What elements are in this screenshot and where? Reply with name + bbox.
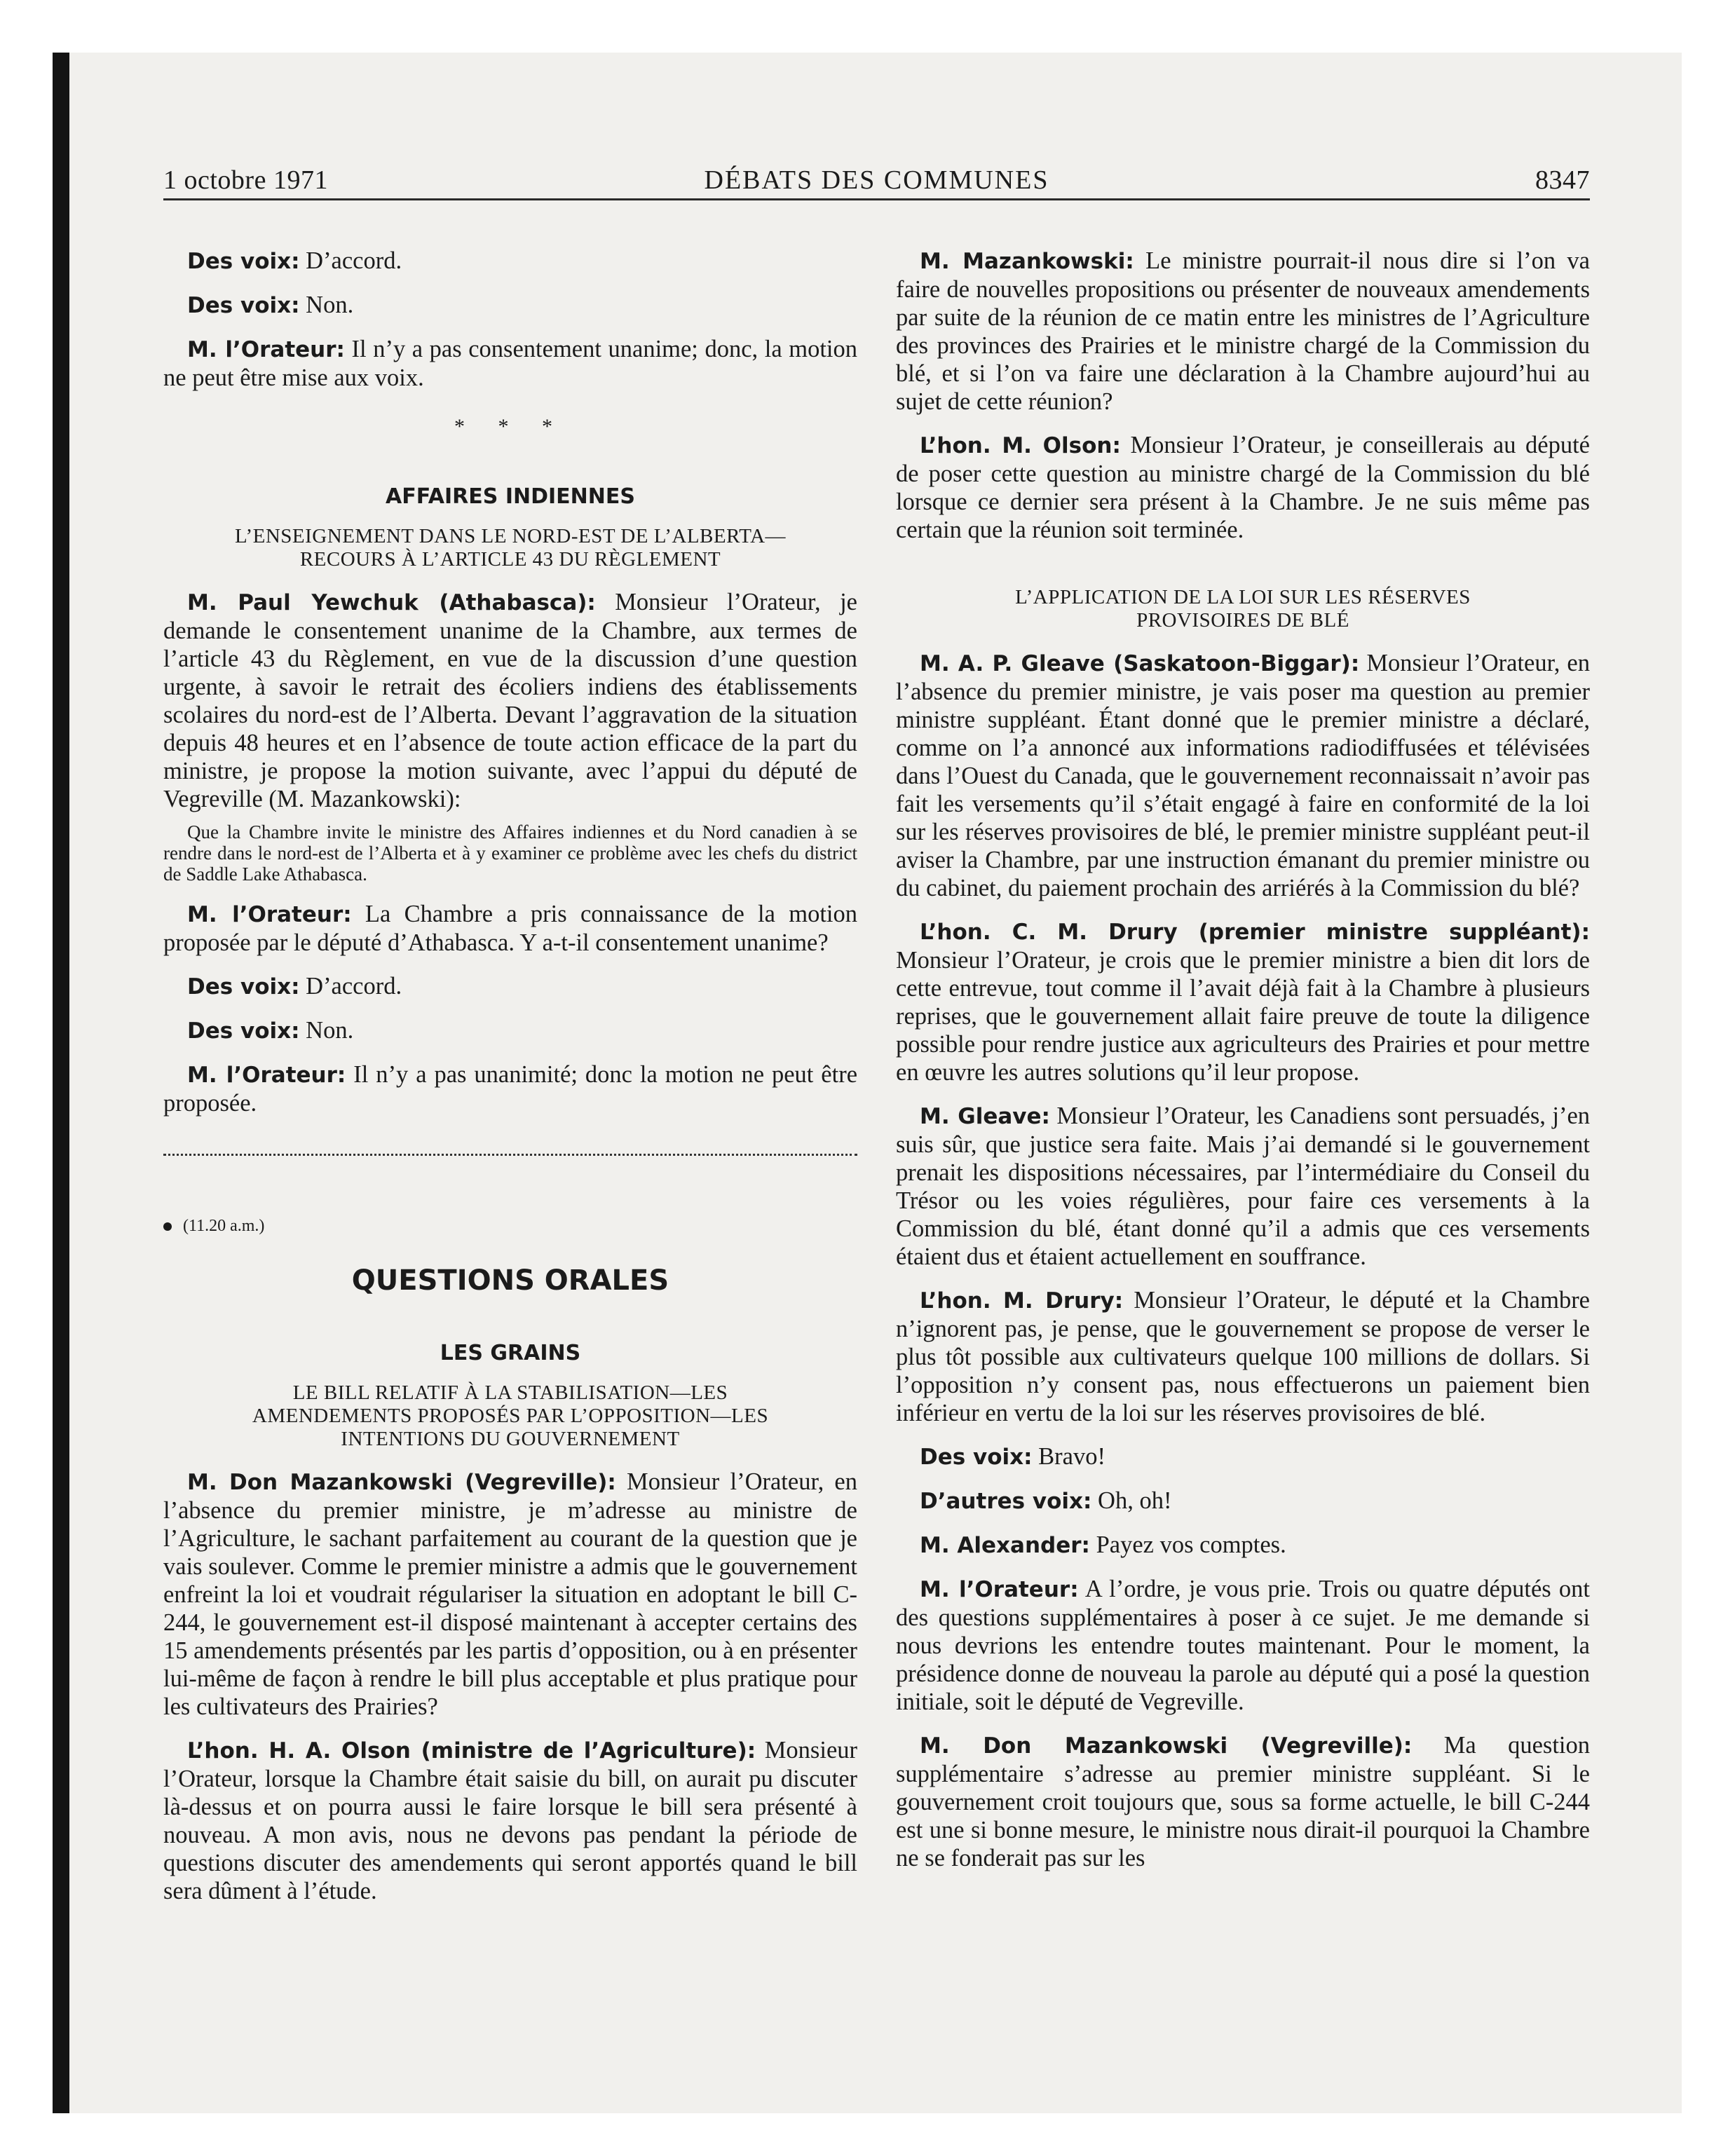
- paragraph: [163, 1736, 857, 1905]
- speech-text: Le ministre pourrait-il nous dire si l’on va faire de nouvelles propositions ou présenter de nouveaux amendements par suite de la réunion de ce matin entre les ministres de l’Agriculture des provinces des Prairies et le ministre chargé de la Commission du blé, et si l’on va faire une déclaration à la Chambre aujourd’hui au sujet de cette réunion?: [896, 247, 1590, 415]
- paragraph: [163, 1060, 857, 1117]
- dotted-rule: [163, 1154, 857, 1156]
- speech-text: Monsieur l’Orateur, je conseillerais au député de poser cette question au ministre chargé de la Commission du blé lorsque ce dernier sera présent à la Chambre. Je ne suis même pas certain que la réunion soit terminée.: [896, 432, 1590, 543]
- subsection-line: AMENDEMENTS PROPOSÉS PAR L’OPPOSITION—LES: [252, 1405, 769, 1427]
- paragraph: [163, 588, 857, 813]
- speech-text: D’accord.: [299, 247, 402, 274]
- speech-text: Payez vos comptes.: [1089, 1531, 1286, 1558]
- speaker-name: Des voix:: [187, 293, 300, 318]
- speaker-name: M. A. P. Gleave (Saskatoon-Biggar):: [920, 651, 1360, 676]
- paragraph: [896, 1442, 1590, 1471]
- paragraph: [896, 917, 1590, 1086]
- subsection-line: L’APPLICATION DE LA LOI SUR LES RÉSERVES: [1015, 586, 1471, 608]
- paragraph: [163, 291, 857, 320]
- header-rule: [163, 198, 1590, 200]
- speaker-name: Des voix:: [187, 249, 300, 274]
- paragraph: [163, 900, 857, 957]
- paragraph: [896, 431, 1590, 544]
- speaker-name: M. Don Mazankowski (Vegreville):: [920, 1733, 1413, 1759]
- paragraph: [896, 1531, 1590, 1560]
- speaker-name: Des voix:: [187, 1018, 300, 1044]
- speaker-name: L’hon. C. M. Drury (premier ministre suppléant):: [920, 920, 1590, 945]
- speech-text: Il n’y a pas unanimité; donc la motion ne peut être proposée.: [163, 1061, 858, 1117]
- header-page-number: 8347: [1535, 165, 1590, 195]
- speech-text: Monsieur l’Orateur, je demande le consentement unanime de la Chambre, aux termes de l’article 43 du Règlement, en vue de la discussion d’une question urgente, à savoir le retrait des écoliers indiens des établissements scolaires du nord-est de l’Alberta. Devant l’aggravation de la situation depuis 48 heures et en l’absence de toute action efficace de la part du ministre, je propose la motion suivante, avec l’appui du député de Vegreville (M. Mazankowski):: [163, 589, 857, 812]
- speech-text: Monsieur l’Orateur, en l’absence du premier ministre, je vais poser ma question au premier ministre suppléant. Étant donné que le premier ministre a déclaré, comme on l’a annoncé aux informations radiodiffusées et télévisées dans l’Ouest du Canada, que le gouvernement reconnaissait n’avoir pas fait les versements qu’il s’était engagé à faire en conformité de la loi sur les réserves provisoires de blé, le premier ministre suppléant peut-il aviser la Chambre, par une instruction émanant du premier ministre ou du cabinet, du paiement prochain des arriérés à la Commission du blé?: [896, 650, 1590, 901]
- motion-quote: Que la Chambre invite le ministre des Affaires indiennes et du Nord canadien à se rendre dans le nord-est de l’Alberta et à y examiner ce problème avec les chefs du district de Saddle Lake Athabasca.: [163, 821, 857, 885]
- paragraph: [896, 1286, 1590, 1427]
- speech-text: Monsieur l’Orateur, je crois que le premier ministre a bien dit lors de cette entrevue, tout comme il l’avait déjà fait à la Chambre à plusieurs reprises, que le gouvernement allait faire preuve de toute la diligence possible pour rendre justice aux agriculteurs des Prairies et pour mettre en œuvre les autres solutions qu’il leur propose.: [896, 947, 1590, 1086]
- paragraph: [896, 1575, 1590, 1716]
- paragraph: [163, 1468, 857, 1721]
- page-header: [163, 165, 1590, 197]
- speech-text: Oh, oh!: [1091, 1487, 1172, 1514]
- subsection-line: PROVISOIRES DE BLÉ: [1136, 609, 1349, 632]
- scan-binding-edge: [53, 53, 69, 2113]
- section-heading: LES GRAINS: [440, 1341, 581, 1365]
- speaker-name: L’hon. M. Drury:: [920, 1288, 1124, 1314]
- speaker-name: Des voix:: [920, 1445, 1033, 1470]
- speech-text: Monsieur l’Orateur, en l’absence du premier ministre, je m’adresse au ministre de l’Agriculture, le sachant parfaitement au courant de la question que je vais soulever. Comme le premier ministre a admis que le gouvernement enfreint la loi et voudrait régulariser la situation en adoptant le bill C-244, le gouvernement est-il disposé maintenant à accepter certains des 15 amendements présentés par les partis d’opposition, ou à en présenter lui-même de façon à rendre le bill plus acceptable et plus pratique pour les cultivateurs des Prairies?: [163, 1468, 857, 1720]
- speech-text: Monsieur l’Orateur, les Canadiens sont persuadés, j’en suis sûr, que justice sera faite. Mais j’ai demandé si le gouvernement prenait les dispositions nécessaires, par l’intermédiaire du Conseil du Trésor ou les voies régulières, pour faire ces versements à la Commission du blé, étant donné qu’il a admis que ces versements étaient dus et étaient actuellement en souffrance.: [896, 1103, 1591, 1270]
- speech-text: D’accord.: [299, 973, 402, 999]
- subsection-line: RECOURS À L’ARTICLE 43 DU RÈGLEMENT: [299, 548, 721, 571]
- timestamp: [163, 1212, 857, 1240]
- major-section-heading: QUESTIONS ORALES: [351, 1264, 669, 1297]
- left-column: [163, 247, 857, 1920]
- paragraph: [163, 247, 857, 275]
- paragraph: [896, 1487, 1590, 1515]
- speech-text: Ma question supplémentaire s’adresse au premier ministre suppléant. Si le gouvernement croit toujours que, sous sa forme actuelle, le bill C-244 est une si bonne mesure, le ministre nous dirait-il pourquoi la Chambre ne se fonderait pas sur les: [896, 1732, 1591, 1871]
- speech-text: Monsieur l’Orateur, lorsque la Chambre était saisie du bill, on aurait pu discuter là-dessus et on pourra aussi le faire lorsque le bill sera présenté à nouveau. A mon avis, nous ne devons pas pendant la période de questions discuter des amendements qui seront apportés quand le bill sera dûment à l’étude.: [163, 1737, 857, 1904]
- speaker-name: M. Paul Yewchuk (Athabasca):: [187, 590, 596, 615]
- speech-text: Il n’y a pas consentement unanime; donc, la motion ne peut être mise aux voix.: [163, 336, 857, 391]
- speaker-name: M. l’Orateur:: [187, 1063, 346, 1088]
- paragraph: [163, 1016, 857, 1045]
- speech-text: La Chambre a pris connaissance de la motion proposée par le député d’Athabasca. Y a-t-il consentement unanime?: [163, 901, 857, 956]
- paragraph: [896, 1102, 1590, 1271]
- subsection-line: INTENTIONS DU GOUVERNEMENT: [341, 1428, 680, 1450]
- speech-text: Bravo!: [1032, 1443, 1105, 1470]
- speaker-name: L’hon. M. Olson:: [920, 433, 1121, 458]
- paragraph: [896, 649, 1590, 902]
- subsection-heading: [896, 586, 1590, 632]
- right-column: [896, 247, 1590, 1888]
- subsection-heading: [163, 525, 857, 571]
- subsection-line: L’ENSEIGNEMENT DANS LE NORD-EST DE L’ALBERTA—: [234, 525, 787, 547]
- speaker-name: M. l’Orateur:: [920, 1577, 1079, 1602]
- speaker-name: M. Mazankowski:: [920, 249, 1134, 274]
- timestamp-text: (11.20 a.m.): [183, 1217, 265, 1235]
- speaker-name: L’hon. H. A. Olson (ministre de l’Agriculture):: [187, 1738, 756, 1763]
- header-title: DÉBATS DES COMMUNES: [704, 165, 1049, 195]
- speaker-name: Des voix:: [187, 974, 300, 999]
- speaker-name: M. Don Mazankowski (Vegreville):: [187, 1470, 616, 1495]
- speaker-name: M. l’Orateur:: [187, 337, 345, 362]
- subsection-heading: [163, 1381, 857, 1451]
- speaker-name: M. Gleave:: [920, 1104, 1050, 1129]
- paragraph: [896, 247, 1590, 416]
- section-heading: AFFAIRES INDIENNES: [386, 484, 635, 509]
- speaker-name: M. Alexander:: [920, 1533, 1090, 1558]
- paragraph: [163, 335, 857, 392]
- section-separator-stars: * * *: [454, 415, 566, 438]
- paragraph: [896, 1731, 1590, 1872]
- subsection-line: LE BILL RELATIF À LA STABILISATION—LES: [292, 1381, 728, 1404]
- speech-text: A l’ordre, je vous prie. Trois ou quatre députés ont des questions supplémentaires à poser à ce sujet. Je me demande si nous devrions les entendre toutes maintenant. Pour le moment, la présidence donne de nouveau la parole au député qui a posé la question initiale, soit le député de Vegreville.: [896, 1576, 1591, 1715]
- speaker-name: D’autres voix:: [920, 1489, 1092, 1514]
- speaker-name: M. l’Orateur:: [187, 902, 352, 927]
- speech-text: Non.: [299, 1017, 354, 1044]
- bullet-dot-icon: [163, 1222, 172, 1231]
- speech-text: Monsieur l’Orateur, le député et la Chambre n’ignorent pas, je pense, que le gouvernement se propose de verser le plus tôt possible aux cultivateurs quelque 100 millions de dollars. Si l’opposition n’y consent pas, nous effectuerons un paiement bien inférieur en vertu de la loi sur les réserves provisoires de blé.: [896, 1287, 1590, 1426]
- header-date: 1 octobre 1971: [163, 165, 328, 195]
- paragraph: [163, 972, 857, 1001]
- speech-text: Non.: [299, 292, 354, 318]
